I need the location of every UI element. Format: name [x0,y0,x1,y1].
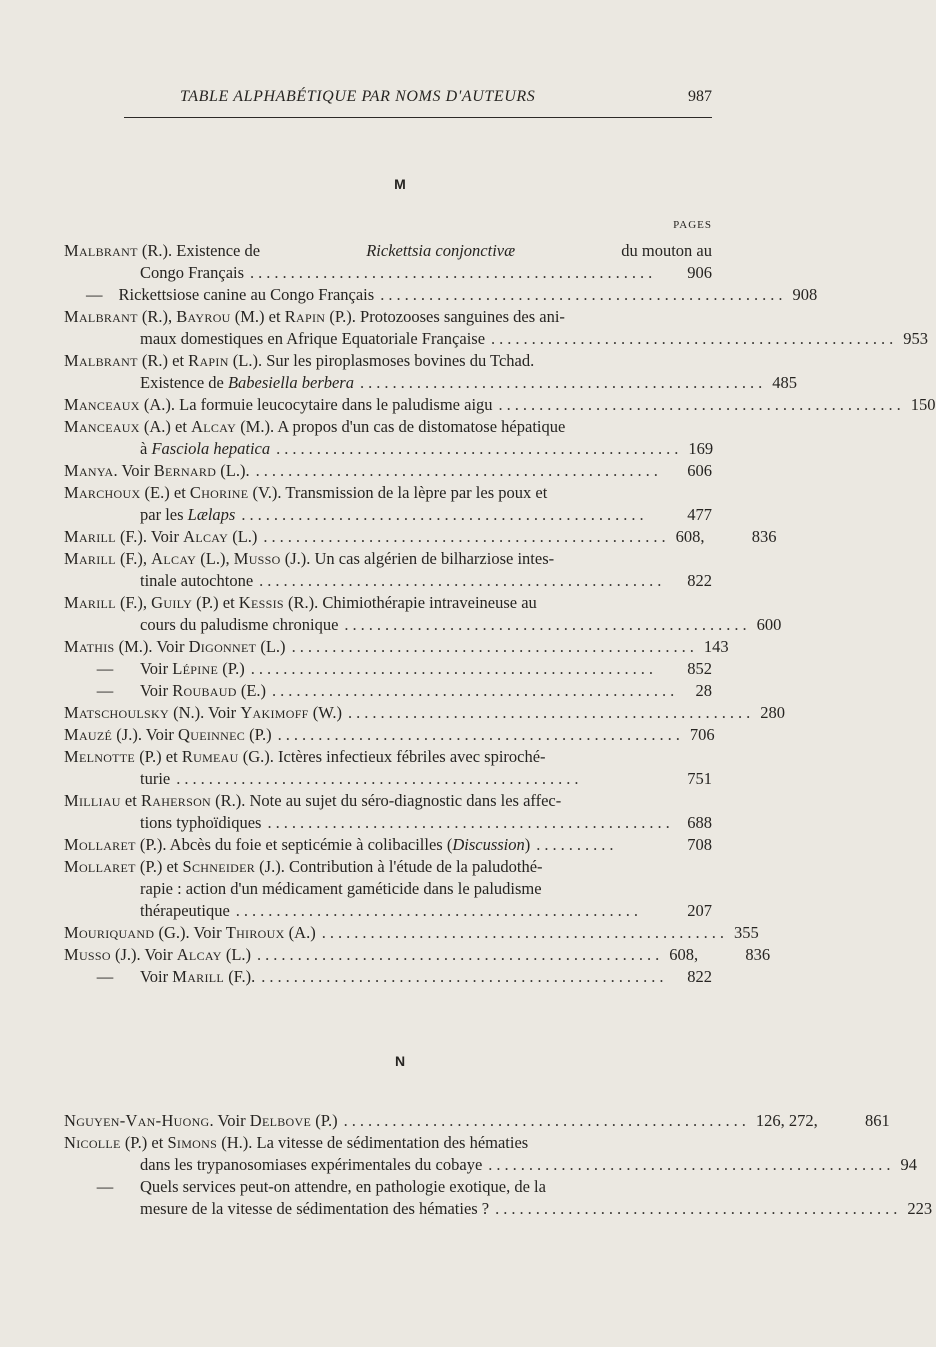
author-name: Kessis [238,593,284,612]
dot-leader: .................................................. [321,923,728,942]
entry-text: Voir [140,967,169,986]
index-entry [64,1110,890,1132]
entry-line [64,812,712,834]
dot-leader: .................................................. [255,461,662,480]
dot-leader: .................................................. [359,373,767,392]
title-italic: Rickettsia conjonctivæ [366,241,516,260]
author-name: Mollaret [64,835,136,854]
entry-text: maux domestiques en Afrique Equatoriale Française [140,329,486,348]
entry-text: (F.), [119,593,148,612]
index-entry [64,944,771,966]
dot-leader: .................................................. [259,571,666,590]
author-name: Yakimoff [240,703,309,722]
entry-text: Congo Français [140,263,245,282]
entry-line [64,548,712,570]
entry-text [140,680,266,702]
dot-leader: .................................................. [261,967,668,986]
entry-text: (R.) et [141,351,185,370]
dot-leader: .................................................. [380,285,787,304]
author-name: Bayrou [176,307,231,326]
entry-text [140,438,270,460]
entry-text: (W.) [312,703,342,722]
entry-text: (A.) [288,923,316,942]
entry-line [64,944,771,966]
page-ref: 836 [745,945,771,964]
index-entry [64,460,712,482]
page-ref: 600 [756,615,782,634]
entry-text [64,724,272,746]
entry-text: tinale autochtone [140,571,254,590]
entry-text [64,922,316,944]
entry-line [64,966,712,988]
entry-line [64,284,818,306]
author-name: Raherson [140,791,212,810]
entry-text: (P.) et [139,857,179,876]
author-name: Manya [64,461,114,480]
page-ref: 126, 272, [755,1111,818,1130]
entry-line [64,1110,890,1132]
entry-text: (L.) [260,637,286,656]
author-name: Mauzé [64,725,113,744]
page-ref: 280 [760,703,785,722]
entry-line [64,1176,712,1198]
author-name: Marill [64,549,116,568]
author-name: Delbove [249,1111,312,1130]
author-name: Alcay [191,417,237,436]
index-entry [64,350,797,394]
author-name: Mollaret [64,857,136,876]
entry-line [64,834,712,856]
author-name: Nguyen-Van-Huong [64,1111,210,1130]
entry-text [64,394,493,416]
entry-text: (P.) [222,659,245,678]
author-name: Mathis [64,637,115,656]
page-ref: 355 [733,923,759,942]
index-entry [64,284,818,306]
page-ref: 706 [689,725,715,744]
author-name: Marill [64,527,116,546]
author-name: Melnotte [64,747,136,766]
page-ref: 94 [900,1155,918,1174]
entry-text: (P.) [315,1111,338,1130]
page-ref: 688 [687,813,712,832]
entry-text: (J.). Voir [116,725,174,744]
entry-text [64,460,250,482]
index-entry [64,416,712,460]
dot-leader: .................................................. [176,769,583,788]
entry-line [64,1154,918,1176]
author-name: Musso [64,945,111,964]
index-entry [64,548,712,592]
index-entry [64,922,759,944]
author-name: Marchoux [64,483,141,502]
page-ref: 861 [865,1111,890,1130]
index-entry [64,636,729,658]
index-entry [64,526,777,548]
entry-text: (R.). Chimiothérapie intraveineuse au [288,593,537,612]
entry-text [64,1110,338,1132]
section-letter-m: M [394,176,406,192]
entry-text: Voir [140,681,169,700]
entry-text: (L.), [200,549,230,568]
index-entry [64,834,712,856]
page-ref: 852 [687,659,712,678]
entry-text: (J.). Voir [114,945,173,964]
index-entry [64,790,712,834]
entry-text [64,240,260,262]
entry-text: (M.). Voir [118,637,185,656]
page-ref: 223 [907,1199,933,1218]
entry-line [64,262,712,284]
dot-leader: .................................................. [235,901,643,920]
entry-line [64,922,759,944]
entry-text: (A.). La formuie leucocytaire dans le paludisme aigu [143,395,493,414]
author-name: Rapin [188,351,229,370]
entry-line [64,350,712,372]
author-name: Manceaux [64,417,140,436]
entry-text [64,944,251,966]
entry-text [64,702,342,724]
entry-line [64,790,712,812]
author-name: Schneider [182,857,256,876]
dot-leader: .................................................. [257,945,664,964]
entry-line [64,614,782,636]
entry-text: et [124,791,137,810]
entry-text: cours du paludisme chronique [140,615,339,634]
entry-text: (P.) et [196,593,235,612]
author-name: Musso [233,549,281,568]
entry-text: à [140,439,148,458]
author-name: Mouriquand [64,923,155,942]
entry-text: . Voir [209,1111,246,1130]
entry-text [64,636,286,658]
ditto-dash: — [96,967,114,986]
section-letter-n: N [394,1053,406,1069]
entry-text: dans les trypanosomiases expérimentales du cobaye [140,1155,483,1174]
ditto-dash: — [96,1177,114,1196]
page-ref: 906 [687,263,712,282]
author-name: Marill [64,593,116,612]
dot-leader: .................................................. [491,329,898,348]
entry-text: (F.). Voir [119,527,179,546]
entry-line [64,240,712,262]
dot-leader: .................................................. [276,439,683,458]
index-entry [64,1176,933,1220]
dot-leader: .................................................. [343,1111,750,1130]
author-name: Digonnet [188,637,257,656]
dot-leader: .................................................. [241,505,648,524]
index-entry [64,724,715,746]
entry-line [64,328,929,350]
entry-line [64,394,936,416]
dot-leader: .................................................. [272,681,679,700]
index-entry [64,658,712,680]
author-name: Rumeau [181,747,239,766]
author-name: Guily [151,593,193,612]
entry-line [64,416,712,438]
entry-text: (H.). La vitesse de sédimentation des hématies [221,1133,529,1152]
index-entry [64,746,712,790]
page-ref: 143 [703,637,729,656]
dot-leader: .................................................. [267,813,674,832]
author-name: Chorine [189,483,249,502]
entry-line [64,746,712,768]
entry-text: du mouton au [621,241,712,260]
entry-text [140,504,235,526]
author-name: Malbrant [64,351,138,370]
author-name: Malbrant [64,241,138,260]
pages-column-heading: PAGES [673,219,712,231]
dot-leader: .................................................. [277,725,684,744]
index-entry [64,306,929,350]
entry-line [64,372,797,394]
author-name: Alcay [176,945,222,964]
author-name: Thiroux [225,923,285,942]
entry-text: (A.) et [143,417,187,436]
entry-text [64,834,530,856]
index-entry [64,240,712,284]
entry-text: (G.). Voir [158,923,222,942]
ditto-dash: — [96,681,114,700]
dot-leader: .................................................. [250,659,657,678]
dot-leader: .......... [536,835,618,854]
entry-line [64,900,712,922]
entry-text [140,372,354,394]
entry-text: mesure de la vitesse de sédimentation des hématies ? [140,1199,490,1218]
title-italic: Discussion [452,835,525,854]
entry-text: (P.) et [139,747,178,766]
entry-text: (M.) et [234,307,281,326]
page-ref: 953 [903,329,929,348]
page-ref: 207 [687,901,712,920]
entry-text: (N.). Voir [173,703,237,722]
author-name: Simons [167,1133,218,1152]
entry-line [64,658,712,680]
page-ref: 28 [695,681,712,700]
index-entry [64,680,712,702]
author-name: Roubaud [172,681,237,700]
entry-text: ) [524,835,531,854]
page-ref: 606 [687,461,712,480]
page-ref: 477 [687,505,712,524]
page-ref: 822 [687,571,712,590]
entry-text: (F.). [228,967,256,986]
entry-text: (P.). Abcès du foie et septicémie à colibacilles ( [139,835,453,854]
entry-text: (F.), [119,549,148,568]
running-header [60,88,712,112]
dot-leader: .................................................. [498,395,905,414]
entry-line [64,768,712,790]
page-ref: 150 [910,395,936,414]
entry-text: turie [140,769,171,788]
author-name: Alcay [151,549,197,568]
entry-line [64,592,712,614]
page-ref: 751 [687,769,712,788]
entry-text: Existence de [140,373,224,392]
author-name: Bernard [153,461,217,480]
entry-text: (V.). Transmission de la lèpre par les poux et [252,483,548,502]
entry-text: (R.), [141,307,173,326]
title-italic: Lælaps [187,505,236,524]
dot-leader: .................................................. [488,1155,895,1174]
page-ref: 608, [669,945,699,964]
page-ref: 908 [792,285,818,304]
entry-text [140,658,245,680]
entry-text [140,966,255,988]
index-entry [64,592,782,636]
entry-line [64,504,712,526]
index-entry [64,1132,918,1176]
index-entry [64,702,785,724]
page-ref: 485 [772,373,797,392]
entry-text: (E.) et [144,483,186,502]
entry-text: par les [140,505,184,524]
entry-text: (G.). Ictères infectieux fébriles avec spiroché- [242,747,546,766]
entry-text: Voir [140,659,169,678]
dot-leader: .................................................. [263,527,670,546]
entry-text: (L.) [225,945,252,964]
entry-text: (L.). [220,461,250,480]
ditto-dash: — [96,659,114,678]
entry-line [64,1198,933,1220]
running-title: TABLE ALPHABÉTIQUE PAR NOMS D'AUTEURS [180,88,536,105]
page-ref: 822 [687,967,712,986]
entry-text: (E.) [240,681,267,700]
page-ref: 169 [688,439,714,458]
entry-text: (P.) [249,725,272,744]
author-name: Manceaux [64,395,140,414]
entry-line [64,724,715,746]
dot-leader: .................................................. [291,637,698,656]
entry-text: (J.). Contribution à l'étude de la paludothé- [259,857,543,876]
entry-line [64,460,712,482]
entry-line [64,680,712,702]
entry-text: (L.). Sur les piroplasmoses bovines du Tchad. [232,351,535,370]
index-entry [64,482,712,526]
entry-line [64,636,729,658]
header-rule [124,117,712,118]
entry-text [64,526,257,548]
author-name: Malbrant [64,307,138,326]
page-number: 987 [688,88,712,105]
entry-line [64,438,712,460]
dot-leader: .................................................. [347,703,755,722]
index-entry [64,856,712,922]
entry-text: Rickettsiose canine au Congo Français [118,285,375,304]
entry-line [64,306,712,328]
author-name: Nicolle [64,1133,121,1152]
page-ref: 708 [687,835,712,854]
entry-line [64,856,712,878]
author-name: Queinnec [178,725,246,744]
author-name: Marill [172,967,225,986]
author-name: Lépine [172,659,219,678]
dot-leader: .................................................. [344,615,751,634]
entry-text: (R.). Existence de [141,241,261,260]
author-name: Rapin [284,307,326,326]
entry-text: (P.) et [124,1133,164,1152]
entry-line [64,1132,712,1154]
page-ref: 608, [675,527,705,546]
entry-text: . Voir [113,461,150,480]
index-entry [64,966,712,988]
entry-line [64,702,785,724]
ditto-dash: — [86,285,103,304]
entry-text: thérapeutique [140,901,230,920]
author-name: Alcay [183,527,229,546]
entry-text: (P.). Protozooses sanguines des ani- [329,307,565,326]
entry-line: rapie : action d'un médicament gaméticide dans le paludisme [140,879,542,898]
entry-text: (M.). A propos d'un cas de distomatose hépatique [240,417,566,436]
entry-line [64,482,712,504]
dot-leader: .................................................. [495,1199,902,1218]
dot-leader: .................................................. [250,263,657,282]
entry-text: (J.). Un cas algérien de bilharziose intes- [284,549,555,568]
entry-line [64,570,712,592]
entry-text: (R.). Note au sujet du séro-diagnostic dans les affec- [215,791,562,810]
title-italic: Babesiella berbera [227,373,354,392]
entry-text: Quels services peut-on attendre, en pathologie exotique, de la [140,1177,546,1196]
entry-line [64,526,777,548]
author-name: Matschoulsky [64,703,169,722]
entry-text: (L.) [232,527,258,546]
entry-text: tions typhoïdiques [140,813,262,832]
title-italic: Fasciola hepatica [151,439,271,458]
page-ref: 836 [751,527,777,546]
author-name: Milliau [64,791,121,810]
index-entry [64,394,936,416]
